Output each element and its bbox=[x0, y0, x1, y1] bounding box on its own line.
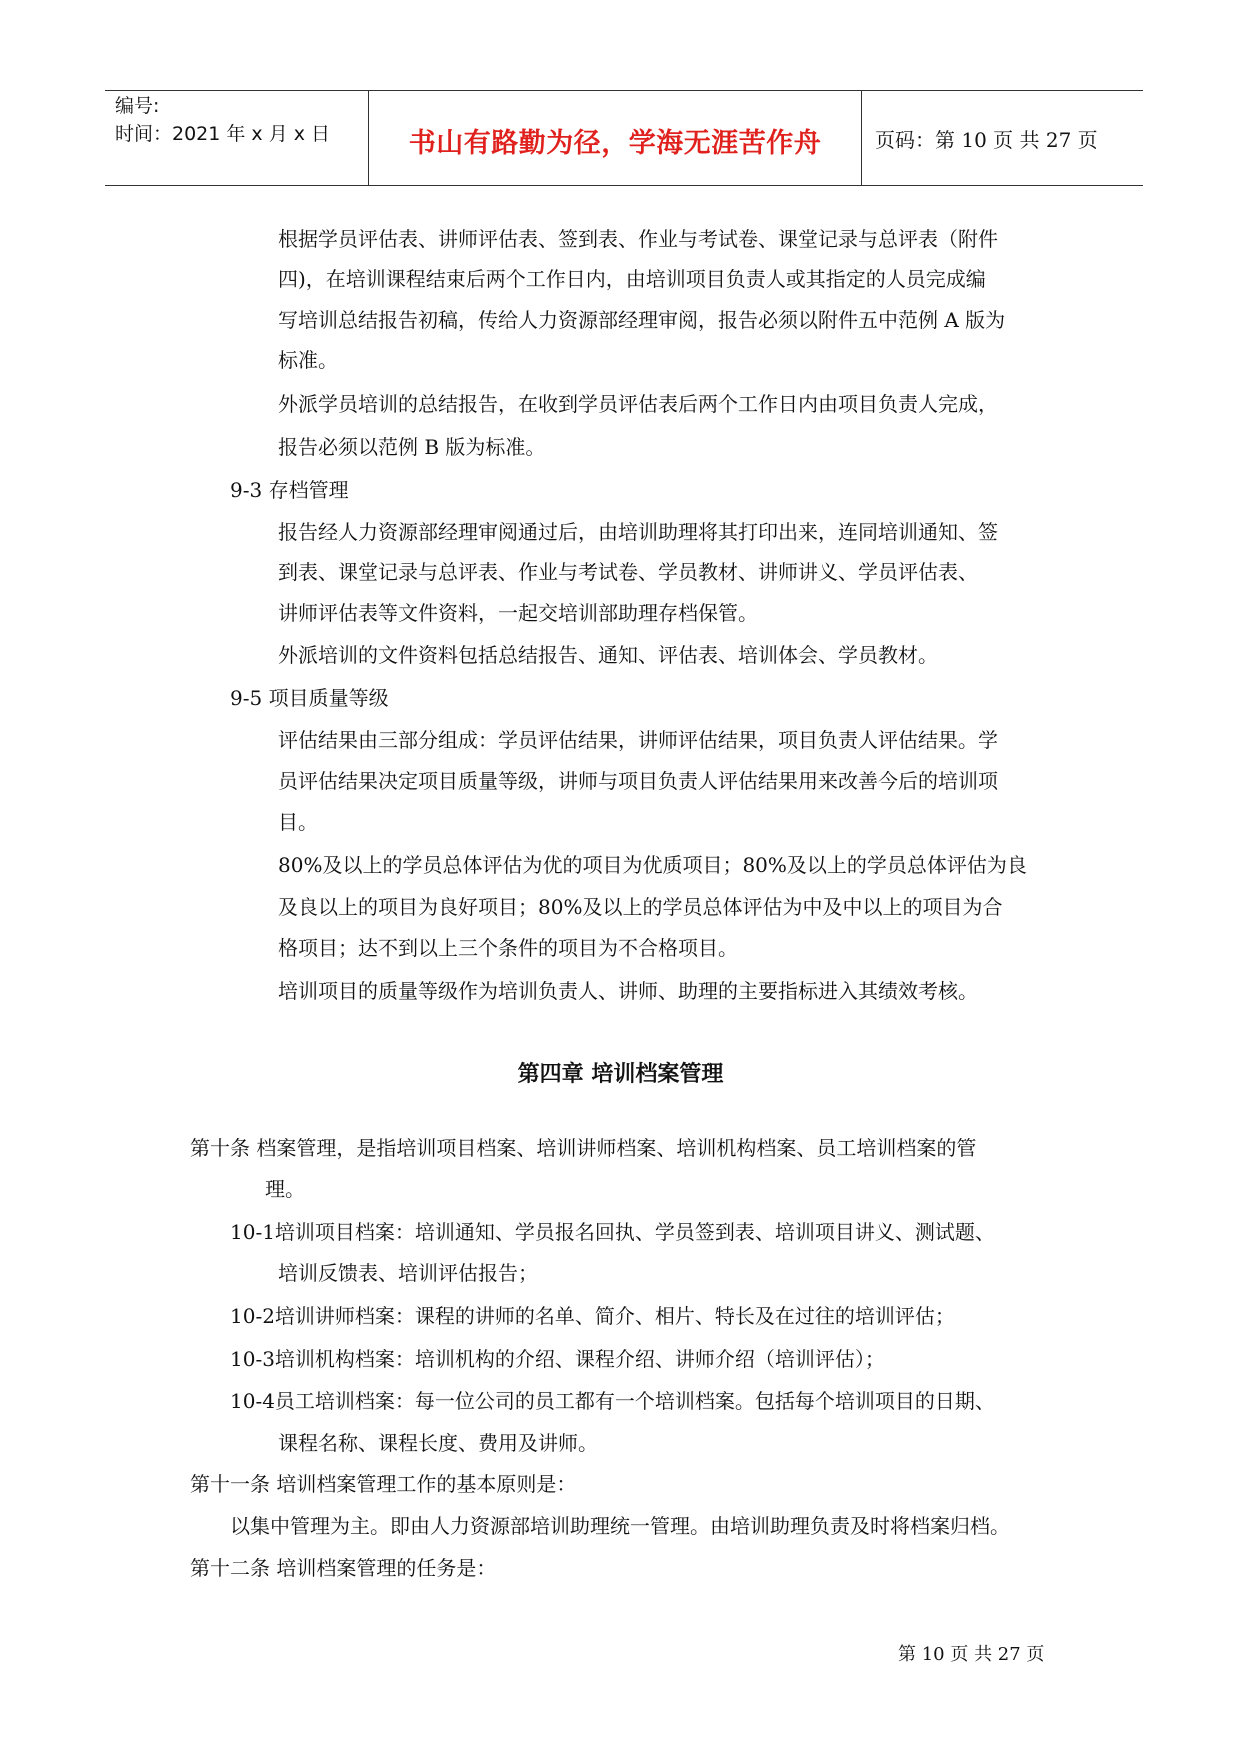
header-meta bbox=[115, 91, 373, 185]
body-line: 课程名称、课程长度、费用及讲师。 bbox=[278, 1431, 598, 1455]
header-table bbox=[105, 90, 1143, 186]
body-line: 及良以上的项目为良好项目；80%及以上的学员总体评估为中及中以上的项目为合 bbox=[278, 895, 1003, 919]
body-line: 根据学员评估表、讲师评估表、签到表、作业与考试卷、课堂记录与总评表（附件 bbox=[278, 227, 998, 251]
document-time: 时间：2021 年 x 月 x 日 bbox=[115, 123, 331, 145]
body-line: 培训项目的质量等级作为培训负责人、讲师、助理的主要指标进入其绩效考核。 bbox=[278, 979, 978, 1003]
list-item: 10-4员工培训档案：每一位公司的员工都有一个培训档案。包括每个培训项目的日期、 bbox=[230, 1389, 995, 1413]
section-heading: 9-3 存档管理 bbox=[230, 478, 349, 502]
body-line: 报告必须以范例 B 版为标准。 bbox=[278, 435, 546, 459]
body-line: 格项目；达不到以上三个条件的项目为不合格项目。 bbox=[278, 936, 738, 960]
page-footer: 第 10 页 共 27 页 bbox=[898, 1644, 1045, 1665]
header-divider bbox=[861, 91, 862, 185]
header-divider bbox=[368, 91, 369, 185]
body-line: 写培训总结报告初稿，传给人力资源部经理审阅，报告必须以附件五中范例 A 版为 bbox=[278, 308, 1006, 332]
document-number-label: 编号: bbox=[115, 95, 160, 117]
body-line: 标准。 bbox=[278, 348, 338, 372]
body-line: 目。 bbox=[278, 810, 318, 834]
body-line: 讲师评估表等文件资料，一起交培训部助理存档保管。 bbox=[278, 601, 758, 625]
body-line: 到表、课堂记录与总评表、作业与考试卷、学员教材、讲师讲义、学员评估表、 bbox=[278, 560, 978, 584]
body-line: 外派学员培训的总结报告，在收到学员评估表后两个工作日内由项目负责人完成， bbox=[278, 392, 998, 416]
list-item: 10-3培训机构档案：培训机构的介绍、课程介绍、讲师介绍（培训评估）； bbox=[230, 1347, 885, 1371]
body-line: 报告经人力资源部经理审阅通过后，由培训助理将其打印出来，连同培训通知、签 bbox=[278, 520, 998, 544]
section-heading: 9-5 项目质量等级 bbox=[230, 686, 389, 710]
body-line: 外派培训的文件资料包括总结报告、通知、评估表、培训体会、学员教材。 bbox=[278, 643, 938, 667]
article-line: 第十条 档案管理，是指培训项目档案、培训讲师档案、培训机构档案、员工培训档案的管 bbox=[190, 1136, 977, 1160]
header-page-info: 页码：第 10 页 共 27 页 bbox=[875, 128, 1098, 152]
list-item: 10-1培训项目档案：培训通知、学员报名回执、学员签到表、培训项目讲义、测试题、 bbox=[230, 1220, 995, 1244]
article-line: 第十一条 培训档案管理工作的基本原则是： bbox=[190, 1472, 577, 1496]
article-line: 第十二条 培训档案管理的任务是： bbox=[190, 1556, 497, 1580]
chapter-title: 第四章 培训档案管理 bbox=[517, 1062, 724, 1087]
body-line: 评估结果由三部分组成：学员评估结果，讲师评估结果，项目负责人评估结果。学 bbox=[278, 728, 998, 752]
body-line: 以集中管理为主。即由人力资源部培训助理统一管理。由培训助理负责及时将档案归档。 bbox=[230, 1514, 1010, 1538]
body-line: 理。 bbox=[265, 1177, 305, 1201]
header-motto: 书山有路勤为径，学海无涯苦作舟 bbox=[408, 128, 822, 159]
body-line: 四)，在培训课程结束后两个工作日内，由培训项目负责人或其指定的人员完成编 bbox=[278, 267, 986, 291]
body-line: 员评估结果决定项目质量等级，讲师与项目负责人评估结果用来改善今后的培训项 bbox=[278, 769, 998, 793]
body-line: 培训反馈表、培训评估报告； bbox=[278, 1261, 538, 1285]
body-line: 80%及以上的学员总体评估为优的项目为优质项目；80%及以上的学员总体评估为良 bbox=[278, 853, 1027, 877]
list-item: 10-2培训讲师档案：课程的讲师的名单、简介、相片、特长及在过往的培训评估； bbox=[230, 1304, 955, 1328]
